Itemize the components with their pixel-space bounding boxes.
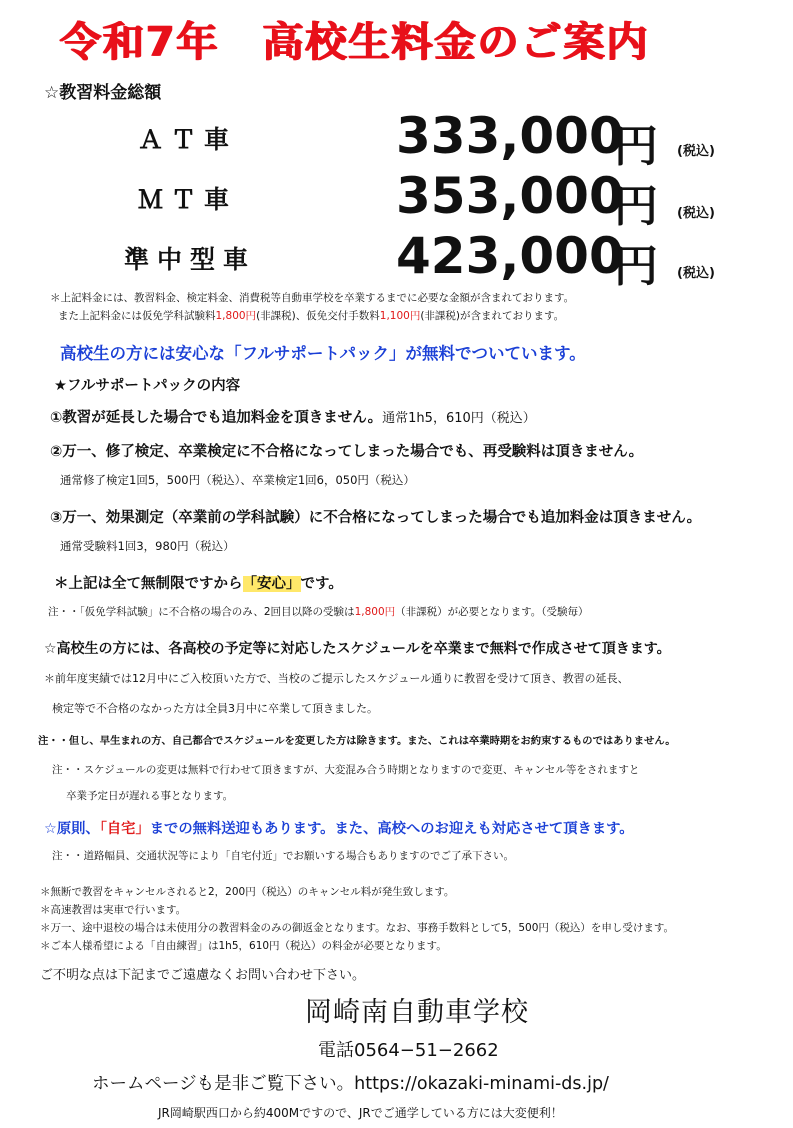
exam-note: 注・・「仮免学科試験」に不合格の場合のみ、2回目以降の受験は1,800円（非課税）が必要となります。（受験毎） [48, 606, 589, 618]
fee-class-mt: ＭＴ車 [138, 185, 238, 214]
fee-note-1: ＊上記料金には、教習料金、検定料金、消費税等自動車学校を卒業するまでに必要な金額が含まれております。 [50, 292, 575, 304]
support-item-1: ①教習が延長した場合でも追加料金を頂きません。通常1h5，610円（税込） [50, 410, 536, 426]
unlimited-note: ＊上記は全て無制限ですから「安心」です。 [54, 576, 343, 592]
fee-tax-mt: (税込) [677, 206, 715, 221]
page-title: 令和7年 高校生料金のご案内 [60, 18, 650, 66]
support-headline: 高校生の方には安心な「フルサポートパック」が無料でついています。 [60, 344, 586, 363]
homepage-link[interactable]: ホームページも是非ご覧下さい。https://okazaki-minami-ds.jp/ [92, 1074, 609, 1094]
fee-yen-mt: 円 [614, 181, 658, 232]
change-note-2: 卒業予定日が遅れる事となります。 [66, 790, 234, 802]
fees-heading: ☆教習料金総額 [44, 83, 162, 103]
schedule-note-2: 検定等で不合格のなかった方は全員3月中に卒業して頂きました。 [52, 702, 378, 715]
school-name: 岡崎南自動車学校 [305, 997, 529, 1028]
fee-note-2: また上記料金には仮免学科試験料1,800円(非課税)、仮免交付手数料1,100円(非課税)が含まれております。 [58, 310, 565, 322]
misc-note-cancel: ＊無断で教習をキャンセルされると2，200円（税込）のキャンセル料が発生致します。 [40, 886, 455, 898]
support-item-2: ②万一、修了検定、卒業検定に不合格になってしまった場合でも、再受験料は頂きません。 [50, 444, 644, 460]
fee-price-at: 333,000 [396, 107, 624, 165]
fee-yen-at: 円 [614, 121, 658, 172]
support-title: ★フルサポートパックの内容 [54, 378, 241, 394]
access-note: JR岡崎駅西口から約400Mですので、JRでご通学している方には大変便利！ [158, 1106, 563, 1120]
pickup-note: 注・・道路幅員、交通状況等により「自宅付近」でお願いする場合もありますのでご了承下さい。 [52, 850, 514, 862]
contact-prompt: ご不明な点は下記までご遠慮なくお問い合わせ下さい。 [40, 968, 366, 983]
fee-class-semi-medium: 準中型車 [124, 245, 257, 274]
fee-price-semi-medium: 423,000 [396, 227, 624, 285]
pickup-headline: ☆原則、「自宅」までの無料送迎もあります。また、高校へのお迎えも対応させて頂きます。 [44, 821, 634, 837]
change-note-1: 注・・スケジュールの変更は無料で行わせて頂きますが、大変混み合う時期となりますので変更、キャンセル等をされますと [52, 764, 640, 776]
fee-tax-semi-medium: (税込) [677, 266, 715, 281]
schedule-caveat: 注・・但し、早生まれの方、自己都合でスケジュールを変更した方は除きます。また、これは卒業時期をお約束するものではありません。 [38, 735, 676, 747]
schedule-note-1: ＊前年度実績では12月中にご入校頂いた方で、当校のご提示したスケジュール通りに教習を受けて頂き、教習の延長、 [44, 672, 629, 685]
misc-note-withdrawal: ＊万一、途中退校の場合は未使用分の教習料金のみの御返金となります。なお、事務手数料として5，500円（税込）を申し受けます。 [40, 922, 675, 934]
fee-class-at: ＡＴ車 [138, 125, 238, 154]
misc-note-highway: ＊高速教習は実車で行います。 [40, 904, 187, 916]
phone-number: 電話0564−51−2662 [318, 1040, 499, 1061]
fee-price-mt: 353,000 [396, 167, 624, 225]
fee-tax-at: (税込) [677, 144, 715, 159]
support-item-2-note: 通常修了検定1回5，500円（税込）、卒業検定1回6，050円（税込） [60, 473, 415, 487]
misc-note-free-practice: ＊ご本人様希望による「自由練習」は1h5，610円（税込）の料金が必要となります。 [40, 940, 447, 952]
support-item-3-note: 通常受験料1回3，980円（税込） [60, 539, 235, 553]
schedule-headline: ☆高校生の方には、各高校の予定等に対応したスケジュールを卒業まで無料で作成させて頂きます。 [44, 641, 671, 657]
support-item-3: ③万一、効果測定（卒業前の学科試験）に不合格になってしまった場合でも追加料金は頂きません。 [50, 510, 702, 526]
fee-yen-semi-medium: 円 [614, 241, 658, 292]
